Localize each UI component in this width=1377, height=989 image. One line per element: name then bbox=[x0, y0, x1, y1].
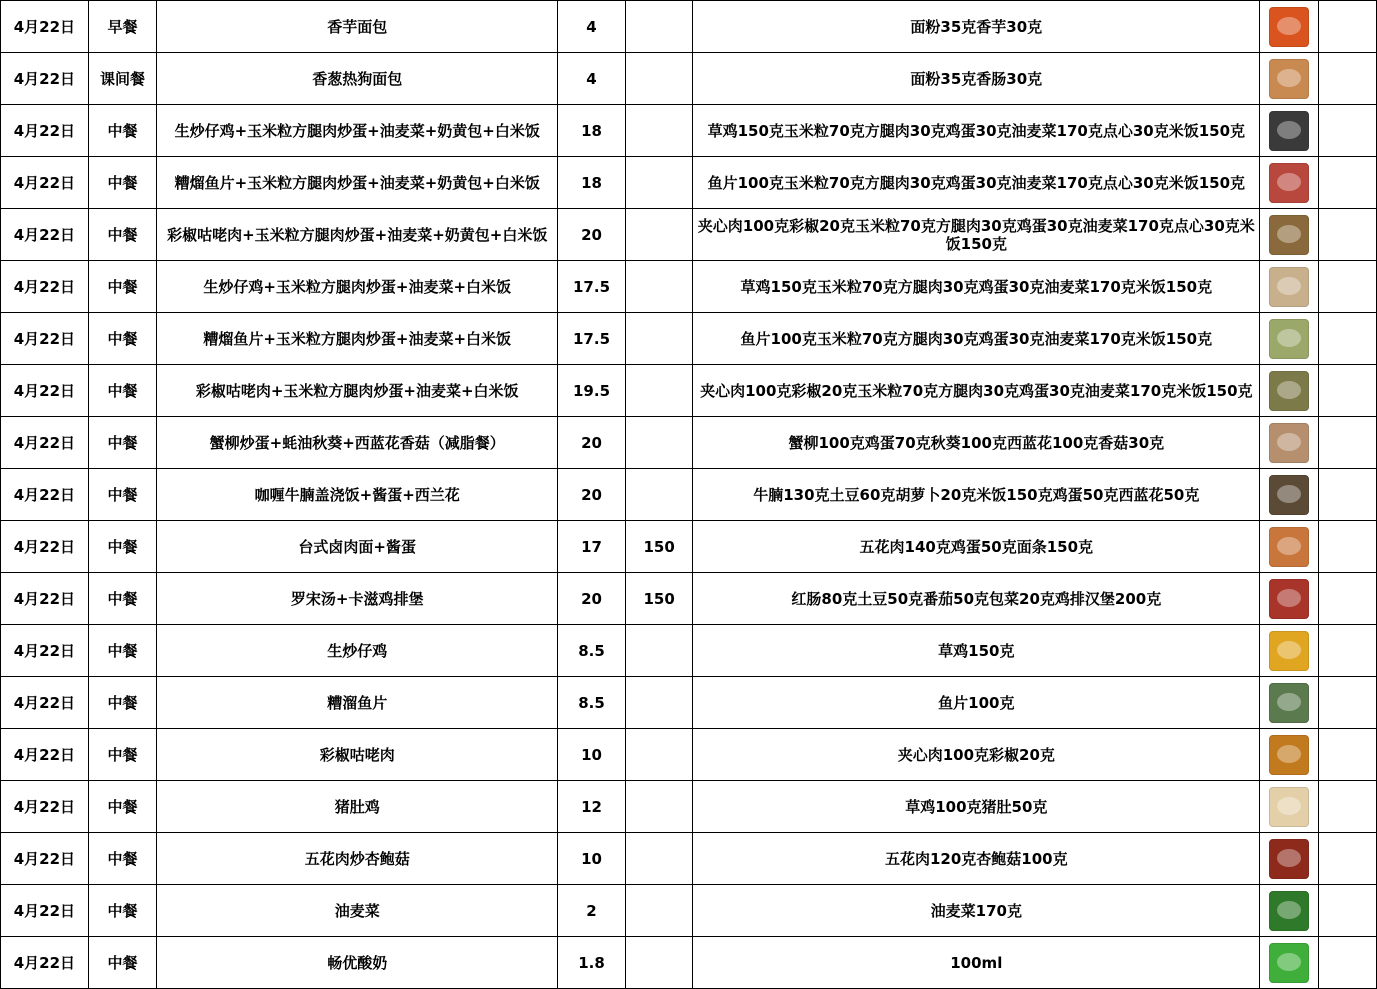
empty-cell[interactable] bbox=[1318, 625, 1376, 677]
yogurt-cup-photo-icon bbox=[1269, 943, 1309, 983]
ingredients-cell[interactable]: 鱼片100克玉米粒70克方腿肉30克鸡蛋30克油麦菜170克点心30克米饭150克 bbox=[693, 157, 1260, 209]
fish-dish-photo-icon bbox=[1269, 683, 1309, 723]
empty-cell[interactable] bbox=[1318, 781, 1376, 833]
meal-type-cell[interactable]: 中餐 bbox=[88, 677, 157, 729]
price-cell[interactable]: 20 bbox=[558, 209, 626, 261]
empty-cell[interactable] bbox=[1318, 157, 1376, 209]
table-row bbox=[1, 417, 1377, 469]
meal-tray-photo-icon bbox=[1269, 267, 1309, 307]
dish-name-cell[interactable]: 香芋面包 bbox=[157, 1, 558, 53]
table-row bbox=[1, 625, 1377, 677]
meal-set-photo-icon bbox=[1269, 163, 1309, 203]
food-photo-cell[interactable] bbox=[1260, 885, 1318, 937]
dish-name-cell[interactable]: 糟熘鱼片+玉米粒方腿肉炒蛋+油麦菜+白米饭 bbox=[157, 313, 558, 365]
curry-rice-photo-icon bbox=[1269, 475, 1309, 515]
ingredients-cell[interactable]: 100ml bbox=[693, 937, 1260, 989]
ingredients-cell[interactable]: 夹心肉100克彩椒20克 bbox=[693, 729, 1260, 781]
table-row bbox=[1, 885, 1377, 937]
quantity-cell[interactable]: 150 bbox=[625, 521, 692, 573]
diet-meal-photo-icon bbox=[1269, 423, 1309, 463]
meal-type-cell[interactable]: 中餐 bbox=[88, 417, 157, 469]
empty-cell[interactable] bbox=[1318, 1, 1376, 53]
quantity-cell[interactable] bbox=[625, 677, 692, 729]
date-cell[interactable]: 4月22日 bbox=[1, 937, 89, 989]
empty-cell[interactable] bbox=[1318, 885, 1376, 937]
quantity-cell[interactable] bbox=[625, 833, 692, 885]
ingredients-cell[interactable]: 夹心肉100克彩椒20克玉米粒70克方腿肉30克鸡蛋30克油麦菜170克点心30克米饭150克 bbox=[693, 209, 1260, 261]
empty-cell[interactable] bbox=[1318, 53, 1376, 105]
meal-type-cell[interactable]: 中餐 bbox=[88, 469, 157, 521]
dish-name-cell[interactable]: 彩椒咕咾肉+玉米粒方腿肉炒蛋+油麦菜+奶黄包+白米饭 bbox=[157, 209, 558, 261]
table-row bbox=[1, 573, 1377, 625]
date-cell[interactable]: 4月22日 bbox=[1, 105, 89, 157]
meal-type-cell[interactable]: 中餐 bbox=[88, 781, 157, 833]
meal-type-cell[interactable]: 中餐 bbox=[88, 209, 157, 261]
date-cell[interactable]: 4月22日 bbox=[1, 781, 89, 833]
ingredients-cell[interactable]: 五花肉140克鸡蛋50克面条150克 bbox=[693, 521, 1260, 573]
quantity-cell[interactable] bbox=[625, 625, 692, 677]
date-cell[interactable]: 4月22日 bbox=[1, 417, 89, 469]
meal-type-cell[interactable]: 中餐 bbox=[88, 625, 157, 677]
price-cell[interactable]: 4 bbox=[558, 1, 626, 53]
date-cell[interactable]: 4月22日 bbox=[1, 261, 89, 313]
date-cell[interactable]: 4月22日 bbox=[1, 53, 89, 105]
ingredients-cell[interactable]: 草鸡100克猪肚50克 bbox=[693, 781, 1260, 833]
empty-cell[interactable] bbox=[1318, 729, 1376, 781]
ingredients-cell[interactable]: 草鸡150克 bbox=[693, 625, 1260, 677]
food-photo-cell[interactable] bbox=[1260, 157, 1318, 209]
ingredients-cell[interactable]: 五花肉120克杏鲍菇100克 bbox=[693, 833, 1260, 885]
date-cell[interactable]: 4月22日 bbox=[1, 521, 89, 573]
price-cell[interactable]: 2 bbox=[558, 885, 626, 937]
date-cell[interactable]: 4月22日 bbox=[1, 573, 89, 625]
table-row bbox=[1, 781, 1377, 833]
meal-type-cell[interactable]: 中餐 bbox=[88, 313, 157, 365]
quantity-cell[interactable] bbox=[625, 417, 692, 469]
dish-name-cell[interactable]: 油麦菜 bbox=[157, 885, 558, 937]
table-row bbox=[1, 521, 1377, 573]
table-row bbox=[1, 105, 1377, 157]
table-row bbox=[1, 365, 1377, 417]
meal-type-cell[interactable]: 早餐 bbox=[88, 1, 157, 53]
meal-type-cell[interactable]: 中餐 bbox=[88, 573, 157, 625]
food-photo-cell[interactable] bbox=[1260, 625, 1318, 677]
ingredients-cell[interactable]: 草鸡150克玉米粒70克方腿肉30克鸡蛋30克油麦菜170克米饭150克 bbox=[693, 261, 1260, 313]
quantity-cell[interactable] bbox=[625, 157, 692, 209]
price-cell[interactable]: 1.8 bbox=[558, 937, 626, 989]
empty-cell[interactable] bbox=[1318, 365, 1376, 417]
food-photo-cell[interactable] bbox=[1260, 573, 1318, 625]
meal-type-cell[interactable]: 中餐 bbox=[88, 261, 157, 313]
food-photo-cell[interactable] bbox=[1260, 261, 1318, 313]
date-cell[interactable]: 4月22日 bbox=[1, 677, 89, 729]
meal-type-cell[interactable]: 中餐 bbox=[88, 105, 157, 157]
date-cell[interactable]: 4月22日 bbox=[1, 469, 89, 521]
price-cell[interactable]: 8.5 bbox=[558, 677, 626, 729]
dish-name-cell[interactable]: 猪肚鸡 bbox=[157, 781, 558, 833]
food-photo-cell[interactable] bbox=[1260, 833, 1318, 885]
table-row bbox=[1, 157, 1377, 209]
date-cell[interactable]: 4月22日 bbox=[1, 313, 89, 365]
ingredients-cell[interactable]: 草鸡150克玉米粒70克方腿肉30克鸡蛋30克油麦菜170克点心30克米饭150克 bbox=[693, 105, 1260, 157]
quantity-cell[interactable] bbox=[625, 313, 692, 365]
price-cell[interactable]: 4 bbox=[558, 53, 626, 105]
ingredients-cell[interactable]: 油麦菜170克 bbox=[693, 885, 1260, 937]
price-cell[interactable]: 17 bbox=[558, 521, 626, 573]
food-photo-cell[interactable] bbox=[1260, 417, 1318, 469]
table-row bbox=[1, 469, 1377, 521]
table-row bbox=[1, 937, 1377, 989]
date-cell[interactable]: 4月22日 bbox=[1, 157, 89, 209]
meal-type-cell[interactable]: 课间餐 bbox=[88, 53, 157, 105]
empty-cell[interactable] bbox=[1318, 261, 1376, 313]
meal-type-cell[interactable]: 中餐 bbox=[88, 365, 157, 417]
meal-type-cell[interactable]: 中餐 bbox=[88, 157, 157, 209]
date-cell[interactable]: 4月22日 bbox=[1, 625, 89, 677]
quantity-cell[interactable] bbox=[625, 885, 692, 937]
food-photo-cell[interactable] bbox=[1260, 105, 1318, 157]
ingredients-cell[interactable]: 红肠80克土豆50克番茄50克包菜20克鸡排汉堡200克 bbox=[693, 573, 1260, 625]
quantity-cell[interactable] bbox=[625, 729, 692, 781]
chicken-soup-photo-icon bbox=[1269, 787, 1309, 827]
noodle-photo-icon bbox=[1269, 527, 1309, 567]
dish-name-cell[interactable]: 香葱热狗面包 bbox=[157, 53, 558, 105]
empty-cell[interactable] bbox=[1318, 469, 1376, 521]
date-cell[interactable]: 4月22日 bbox=[1, 833, 89, 885]
date-cell[interactable]: 4月22日 bbox=[1, 209, 89, 261]
pork-mushroom-photo-icon bbox=[1269, 839, 1309, 879]
meal-type-cell[interactable]: 中餐 bbox=[88, 937, 157, 989]
table-row bbox=[1, 1, 1377, 53]
dish-name-cell[interactable]: 畅优酸奶 bbox=[157, 937, 558, 989]
dish-name-cell[interactable]: 五花肉炒杏鲍菇 bbox=[157, 833, 558, 885]
dish-name-cell[interactable]: 生炒仔鸡+玉米粒方腿肉炒蛋+油麦菜+白米饭 bbox=[157, 261, 558, 313]
quantity-cell[interactable]: 150 bbox=[625, 573, 692, 625]
meal-bowls-photo-icon bbox=[1269, 371, 1309, 411]
quantity-cell[interactable] bbox=[625, 1, 692, 53]
quantity-cell[interactable] bbox=[625, 365, 692, 417]
menu-table-body bbox=[1, 1, 1377, 989]
price-cell[interactable]: 18 bbox=[558, 157, 626, 209]
empty-cell[interactable] bbox=[1318, 313, 1376, 365]
meal-type-cell[interactable]: 中餐 bbox=[88, 885, 157, 937]
table-row bbox=[1, 833, 1377, 885]
dish-name-cell[interactable]: 生炒仔鸡+玉米粒方腿肉炒蛋+油麦菜+奶黄包+白米饭 bbox=[157, 105, 558, 157]
empty-cell[interactable] bbox=[1318, 573, 1376, 625]
price-cell[interactable]: 17.5 bbox=[558, 261, 626, 313]
food-photo-cell[interactable] bbox=[1260, 937, 1318, 989]
hotdog-photo-icon bbox=[1269, 59, 1309, 99]
ingredients-cell[interactable]: 蟹柳100克鸡蛋70克秋葵100克西蓝花100克香菇30克 bbox=[693, 417, 1260, 469]
food-photo-cell[interactable] bbox=[1260, 209, 1318, 261]
price-cell[interactable]: 18 bbox=[558, 105, 626, 157]
price-cell[interactable]: 20 bbox=[558, 469, 626, 521]
quantity-cell[interactable] bbox=[625, 105, 692, 157]
quantity-cell[interactable] bbox=[625, 937, 692, 989]
quantity-cell[interactable] bbox=[625, 781, 692, 833]
price-cell[interactable]: 10 bbox=[558, 729, 626, 781]
meal-set-photo-icon bbox=[1269, 319, 1309, 359]
food-photo-cell[interactable] bbox=[1260, 677, 1318, 729]
ingredients-cell[interactable]: 鱼片100克 bbox=[693, 677, 1260, 729]
price-cell[interactable]: 17.5 bbox=[558, 313, 626, 365]
ingredients-cell[interactable]: 面粉35克香芋30克 bbox=[693, 1, 1260, 53]
empty-cell[interactable] bbox=[1318, 833, 1376, 885]
empty-cell[interactable] bbox=[1318, 521, 1376, 573]
food-photo-cell[interactable] bbox=[1260, 729, 1318, 781]
quantity-cell[interactable] bbox=[625, 209, 692, 261]
table-row bbox=[1, 261, 1377, 313]
quantity-cell[interactable] bbox=[625, 469, 692, 521]
empty-cell[interactable] bbox=[1318, 677, 1376, 729]
quantity-cell[interactable] bbox=[625, 261, 692, 313]
quantity-cell[interactable] bbox=[625, 53, 692, 105]
dish-name-cell[interactable]: 咖喱牛腩盖浇饭+酱蛋+西兰花 bbox=[157, 469, 558, 521]
date-cell[interactable]: 4月22日 bbox=[1, 885, 89, 937]
meal-tray-photo-icon bbox=[1269, 111, 1309, 151]
greens-photo-icon bbox=[1269, 891, 1309, 931]
date-cell[interactable]: 4月22日 bbox=[1, 365, 89, 417]
ingredients-cell[interactable]: 夹心肉100克彩椒20克玉米粒70克方腿肉30克鸡蛋30克油麦菜170克米饭150克 bbox=[693, 365, 1260, 417]
table-row bbox=[1, 677, 1377, 729]
price-cell[interactable]: 20 bbox=[558, 417, 626, 469]
price-cell[interactable]: 12 bbox=[558, 781, 626, 833]
chicken-dish-photo-icon bbox=[1269, 631, 1309, 671]
dish-name-cell[interactable]: 彩椒咕咾肉+玉米粒方腿肉炒蛋+油麦菜+白米饭 bbox=[157, 365, 558, 417]
food-photo-cell[interactable] bbox=[1260, 521, 1318, 573]
dish-name-cell[interactable]: 蟹柳炒蛋+蚝油秋葵+西蓝花香菇（减脂餐） bbox=[157, 417, 558, 469]
price-cell[interactable]: 19.5 bbox=[558, 365, 626, 417]
dish-name-cell[interactable]: 台式卤肉面+酱蛋 bbox=[157, 521, 558, 573]
meal-type-cell[interactable]: 中餐 bbox=[88, 729, 157, 781]
empty-cell[interactable] bbox=[1318, 105, 1376, 157]
table-row bbox=[1, 313, 1377, 365]
dish-name-cell[interactable]: 糟溜鱼片 bbox=[157, 677, 558, 729]
price-cell[interactable]: 20 bbox=[558, 573, 626, 625]
date-cell[interactable]: 4月22日 bbox=[1, 1, 89, 53]
empty-cell[interactable] bbox=[1318, 937, 1376, 989]
food-photo-cell[interactable] bbox=[1260, 53, 1318, 105]
meal-type-cell[interactable]: 中餐 bbox=[88, 521, 157, 573]
dish-name-cell[interactable]: 罗宋汤+卡滋鸡排堡 bbox=[157, 573, 558, 625]
empty-cell[interactable] bbox=[1318, 417, 1376, 469]
table-row bbox=[1, 729, 1377, 781]
meal-type-cell[interactable]: 中餐 bbox=[88, 833, 157, 885]
table-row bbox=[1, 209, 1377, 261]
date-cell[interactable]: 4月22日 bbox=[1, 729, 89, 781]
meal-bowls-photo-icon bbox=[1269, 215, 1309, 255]
ingredients-cell[interactable]: 牛腩130克土豆60克胡萝卜20克米饭150克鸡蛋50克西蓝花50克 bbox=[693, 469, 1260, 521]
bread-photo-icon bbox=[1269, 7, 1309, 47]
food-photo-cell[interactable] bbox=[1260, 469, 1318, 521]
soup-burger-photo-icon bbox=[1269, 579, 1309, 619]
food-photo-cell[interactable] bbox=[1260, 313, 1318, 365]
ingredients-cell[interactable]: 鱼片100克玉米粒70克方腿肉30克鸡蛋30克油麦菜170克米饭150克 bbox=[693, 313, 1260, 365]
ingredients-cell[interactable]: 面粉35克香肠30克 bbox=[693, 53, 1260, 105]
food-photo-cell[interactable] bbox=[1260, 1, 1318, 53]
food-photo-cell[interactable] bbox=[1260, 365, 1318, 417]
price-cell[interactable]: 10 bbox=[558, 833, 626, 885]
dish-name-cell[interactable]: 彩椒咕咾肉 bbox=[157, 729, 558, 781]
dish-name-cell[interactable]: 糟熘鱼片+玉米粒方腿肉炒蛋+油麦菜+奶黄包+白米饭 bbox=[157, 157, 558, 209]
food-photo-cell[interactable] bbox=[1260, 781, 1318, 833]
price-cell[interactable]: 8.5 bbox=[558, 625, 626, 677]
dish-name-cell[interactable]: 生炒仔鸡 bbox=[157, 625, 558, 677]
empty-cell[interactable] bbox=[1318, 209, 1376, 261]
table-row bbox=[1, 53, 1377, 105]
pork-dish-photo-icon bbox=[1269, 735, 1309, 775]
